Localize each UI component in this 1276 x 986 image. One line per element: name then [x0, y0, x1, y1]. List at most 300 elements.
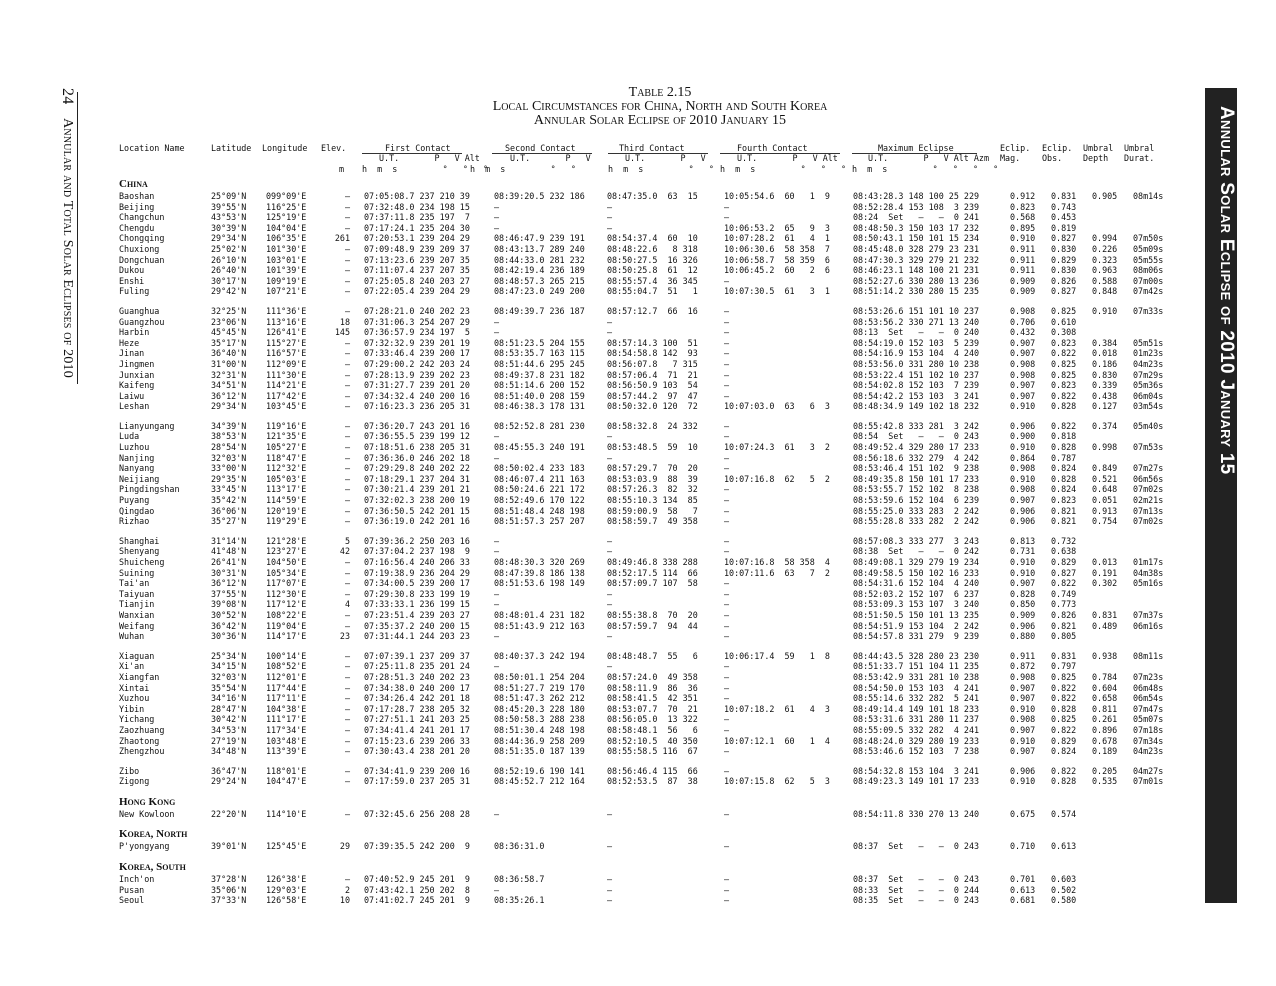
cell-latitude: 36°12'N: [211, 578, 247, 589]
cell-longitude: 116°25'E: [266, 201, 307, 212]
cell-longitude: 108°52'E: [266, 661, 307, 672]
table-row: [119, 380, 1173, 391]
cell-first-contact: 07:40:52.9 245 201 9: [364, 874, 470, 885]
cell-max-eclipse: 08:38 Set – – 0 242: [853, 546, 980, 557]
table-row: [119, 578, 1173, 589]
cell-eclipse-magnitude: 0.907: [1010, 746, 1036, 757]
cell-location: Taiyuan: [119, 588, 155, 599]
cell-eclipse-magnitude: 0.880: [1010, 631, 1036, 642]
cell-location: Dukou: [119, 265, 145, 276]
cell-second-contact: 08:52:49.6 170 122: [494, 495, 585, 506]
cell-umbral-depth: 0.658: [1092, 693, 1118, 704]
cell-umbral-depth: 0.754: [1092, 516, 1118, 527]
cell-umbral-duration: 04m27s: [1133, 765, 1164, 776]
cell-umbral-depth: 0.994: [1092, 233, 1118, 244]
cell-fourth-contact: –: [724, 631, 730, 642]
cell-first-contact: 07:25:05.8 240 203 27: [364, 275, 470, 286]
cell-second-contact: 08:48:57.3 265 215: [494, 275, 585, 286]
cell-first-contact: 07:43:42.1 250 202 8: [364, 884, 470, 895]
cell-umbral-depth: [1092, 317, 1133, 328]
cell-second-contact: 08:49:37.8 231 182: [494, 369, 585, 380]
cell-umbral-duration: 06m54s: [1133, 693, 1164, 704]
cell-second-contact: –: [494, 808, 500, 819]
cell-eclipse-obscuration: 0.828: [1051, 703, 1077, 714]
cell-umbral-depth: 0.127: [1092, 401, 1118, 412]
cell-elevation: –: [344, 703, 350, 714]
cell-location: Xi'an: [119, 661, 145, 672]
cell-second-contact: –: [494, 599, 500, 610]
table-row: [119, 244, 1173, 255]
cell-eclipse-obscuration: 0.824: [1051, 484, 1077, 495]
cell-fourth-contact: 10:07:16.8 58 358 4: [724, 557, 830, 567]
cell-umbral-depth: 0.678: [1092, 735, 1118, 746]
cell-location: Qingdao: [119, 505, 155, 516]
cell-umbral-depth: 0.648: [1092, 484, 1118, 495]
table-row: [119, 683, 1173, 694]
cell-third-contact: 08:57:24.0 49 358: [607, 671, 698, 682]
cell-fourth-contact: 10:06:58.7 58 359 6: [724, 254, 830, 265]
cell-third-contact: 08:57:09.7 107 58: [607, 578, 698, 589]
cell-third-contact: 08:54:58.8 142 93: [607, 348, 698, 359]
cell-latitude: 34°48'N: [211, 746, 247, 757]
cell-elevation: –: [344, 358, 350, 369]
cell-location: Fuling: [119, 286, 150, 297]
cell-third-contact: 08:53:03.9 88 39: [607, 473, 698, 484]
cell-fourth-contact: 10:07:15.8 62 5 3: [724, 776, 830, 787]
cell-longitude: 117°44'E: [266, 682, 307, 693]
cell-eclipse-magnitude: 0.706: [1010, 316, 1036, 327]
cell-eclipse-magnitude: 0.872: [1010, 661, 1036, 672]
cell-eclipse-obscuration: 0.825: [1051, 671, 1077, 682]
cell-eclipse-magnitude: 0.909: [1010, 275, 1036, 286]
cell-elevation: –: [344, 714, 350, 725]
cell-eclipse-obscuration: 0.805: [1051, 631, 1077, 642]
cell-location: Baoshan: [119, 191, 155, 201]
cell-max-eclipse: 08:54:57.8 331 279 9 239: [853, 631, 980, 642]
cell-max-eclipse: 08:54:32.8 153 104 3 241: [853, 765, 980, 776]
cell-third-contact: –: [607, 631, 613, 642]
cell-latitude: 25°09'N: [211, 191, 247, 201]
cell-umbral-depth: 0.438: [1092, 390, 1118, 401]
header-fourth-sub: U.T. P V Alt: [737, 153, 838, 163]
cell-umbral-duration: 07m50s: [1133, 233, 1164, 244]
cell-location: Guanghua: [119, 305, 160, 316]
table-row: [119, 463, 1173, 474]
cell-max-eclipse: 08:53:42.9 331 281 10 238: [853, 671, 980, 682]
cell-eclipse-obscuration: 0.821: [1051, 505, 1077, 516]
cell-eclipse-obscuration: 0.829: [1051, 735, 1077, 746]
cell-fourth-contact: –: [724, 588, 730, 599]
cell-second-contact: 08:36:58.7: [494, 874, 545, 885]
cell-location: Tianjin: [119, 599, 155, 610]
table-row: [119, 557, 1173, 568]
cell-umbral-depth: 0.905: [1092, 191, 1118, 201]
cell-fourth-contact: –: [724, 420, 730, 431]
cell-second-contact: 08:51:27.7 219 170: [494, 682, 585, 693]
chapter-tab-label: Annular Solar Eclipse of 2010 January 15: [1216, 106, 1237, 475]
cell-longitude: 119°04'E: [266, 620, 307, 631]
cell-location: Chuxiong: [119, 243, 160, 254]
cell-third-contact: 08:52:10.5 40 350: [607, 735, 698, 746]
cell-longitude: 114°21'E: [266, 380, 307, 391]
cell-location: Enshi: [119, 275, 145, 286]
cell-max-eclipse: 08:47:30.3 329 279 21 232: [853, 254, 980, 265]
cell-max-eclipse: 08:57:08.3 333 277 3 243: [853, 535, 980, 546]
cell-umbral-depth: [1092, 453, 1133, 464]
cell-latitude: 30°36'N: [211, 631, 247, 642]
cell-eclipse-obscuration: 0.823: [1051, 337, 1077, 348]
cell-first-contact: 07:22:05.4 239 204 29: [364, 286, 470, 297]
cell-elevation: –: [344, 473, 350, 484]
cell-first-contact: 07:34:26.4 242 201 18: [364, 693, 470, 704]
cell-location: Yibin: [119, 703, 145, 714]
cell-max-eclipse: 08:53:26.6 151 101 10 237: [853, 305, 980, 316]
table-row: [119, 841, 1173, 852]
cell-elevation: –: [344, 776, 350, 787]
table-row: [119, 338, 1173, 349]
cell-elevation: 23: [339, 631, 350, 642]
cell-umbral-depth: [1092, 202, 1133, 213]
cell-umbral-duration: 06m48s: [1133, 682, 1164, 693]
cell-eclipse-magnitude: 0.895: [1010, 222, 1036, 233]
cell-location: Wanxian: [119, 609, 155, 620]
cell-location: Chongqing: [119, 233, 165, 244]
cell-second-contact: 08:51:30.4 248 198: [494, 724, 585, 735]
cell-eclipse-obscuration: 0.829: [1051, 557, 1077, 567]
cell-first-contact: 07:09:48.9 239 209 37: [364, 243, 470, 254]
cell-eclipse-obscuration: 0.825: [1051, 714, 1077, 725]
cell-umbral-duration: [1133, 661, 1173, 672]
cell-latitude: 27°19'N: [211, 735, 247, 746]
table-row: [119, 725, 1173, 736]
table-row: [119, 874, 1173, 885]
cell-umbral-duration: [1133, 223, 1173, 234]
table-row: [119, 370, 1173, 381]
cell-second-contact: –: [494, 222, 500, 233]
cell-second-contact: –: [494, 631, 500, 642]
cell-fourth-contact: 10:07:16.8 62 5 2: [724, 473, 830, 484]
cell-first-contact: 07:29:30.8 233 199 19: [364, 588, 470, 599]
cell-eclipse-magnitude: 0.910: [1010, 233, 1036, 244]
cell-umbral-duration: 07m00s: [1133, 275, 1164, 286]
cell-eclipse-obscuration: 0.822: [1051, 765, 1077, 776]
cell-umbral-duration: 04m38s: [1133, 567, 1164, 578]
cell-umbral-duration: 08m06s: [1133, 265, 1164, 276]
cell-eclipse-obscuration: 0.830: [1051, 243, 1077, 254]
cell-longitude: 112°09'E: [266, 358, 307, 369]
cell-second-contact: –: [494, 201, 500, 212]
header-longitude: Longitude: [262, 143, 308, 153]
cell-longitude: 113°16'E: [266, 316, 307, 327]
cell-umbral-duration: 06m56s: [1133, 473, 1164, 484]
cell-longitude: 123°27'E: [266, 546, 307, 557]
cell-umbral-duration: 07m29s: [1133, 369, 1164, 380]
table-row: [119, 391, 1173, 402]
cell-eclipse-magnitude: 0.907: [1010, 348, 1036, 359]
cell-second-contact: 08:45:55.3 240 191: [494, 442, 585, 453]
cell-max-eclipse: 08:48:24.0 329 280 19 233: [853, 735, 980, 746]
cell-umbral-depth: [1092, 431, 1133, 442]
cell-umbral-duration: 05m36s: [1133, 380, 1164, 391]
cell-first-contact: 07:30:43.4 238 201 20: [364, 746, 470, 757]
cell-second-contact: 08:48:30.3 320 269: [494, 557, 585, 567]
cell-fourth-contact: –: [724, 212, 730, 223]
cell-first-contact: 07:37:04.2 237 198 9: [364, 546, 470, 557]
cell-fourth-contact: –: [724, 841, 730, 852]
cell-elevation: –: [344, 369, 350, 380]
cell-first-contact: 07:39:36.2 250 203 16: [364, 535, 470, 546]
cell-location: Shenyang: [119, 546, 160, 557]
cell-latitude: 32°03'N: [211, 452, 247, 463]
cell-third-contact: 08:56:05.0 13 322: [607, 714, 698, 725]
table-row: [119, 610, 1173, 621]
header-elev: Elev.: [321, 143, 347, 153]
cell-second-contact: 08:51:47.3 262 212: [494, 693, 585, 704]
cell-second-contact: 08:45:20.3 228 180: [494, 703, 585, 714]
cell-latitude: 34°51'N: [211, 380, 247, 391]
cell-longitude: 100°14'E: [266, 650, 307, 661]
cell-second-contact: –: [494, 431, 500, 442]
cell-fourth-contact: –: [724, 505, 730, 516]
header-max-sub: U.T. P V Alt Azm: [868, 153, 990, 163]
cell-max-eclipse: 08:49:35.8 150 101 17 233: [853, 473, 980, 484]
cell-umbral-duration: 02m21s: [1133, 495, 1164, 506]
cell-eclipse-magnitude: 0.910: [1010, 473, 1036, 484]
cell-umbral-duration: [1133, 874, 1173, 885]
cell-first-contact: 07:30:21.4 239 201 21: [364, 484, 470, 495]
cell-max-eclipse: 08:56:18.6 332 279 4 242: [853, 452, 980, 463]
cell-fourth-contact: –: [724, 765, 730, 776]
cell-elevation: –: [344, 557, 350, 567]
cell-umbral-depth: 0.896: [1092, 724, 1118, 735]
table-row: [119, 599, 1173, 610]
cell-fourth-contact: –: [724, 620, 730, 631]
cell-first-contact: 07:13:23.6 239 207 35: [364, 254, 470, 265]
cell-umbral-depth: 0.604: [1092, 682, 1118, 693]
cell-longitude: 117°12'E: [266, 599, 307, 610]
cell-umbral-duration: 08m11s: [1133, 650, 1164, 661]
cell-location: Yichang: [119, 714, 155, 725]
cell-fourth-contact: 10:07:11.6 63 7 2: [724, 567, 830, 578]
cell-fourth-contact: –: [724, 463, 730, 474]
cell-eclipse-obscuration: 0.823: [1051, 495, 1077, 506]
cell-first-contact: 07:33:33.1 236 199 15: [364, 599, 470, 610]
cell-latitude: 36°42'N: [211, 620, 247, 631]
running-title: Annular and Total Solar Eclipses of 2010: [60, 118, 75, 378]
cell-eclipse-magnitude: 0.864: [1010, 452, 1036, 463]
cell-eclipse-magnitude: 0.675: [1010, 808, 1036, 819]
cell-max-eclipse: 08:55:42.8 333 281 3 242: [853, 420, 980, 431]
cell-longitude: 105°34'E: [266, 567, 307, 578]
cell-umbral-duration: [1133, 202, 1173, 213]
cell-elevation: –: [344, 682, 350, 693]
cell-umbral-duration: [1133, 895, 1173, 906]
cell-longitude: 109°19'E: [266, 275, 307, 286]
cell-longitude: 117°34'E: [266, 724, 307, 735]
cell-umbral-depth: 0.186: [1092, 358, 1118, 369]
cell-location: Harbin: [119, 327, 150, 338]
cell-fourth-contact: –: [724, 327, 730, 338]
cell-eclipse-obscuration: 0.831: [1051, 650, 1077, 661]
cell-eclipse-magnitude: 0.908: [1010, 369, 1036, 380]
cell-elevation: –: [344, 380, 350, 391]
cell-first-contact: 07:32:45.6 256 208 28: [364, 808, 470, 819]
header-latitude: Latitude: [211, 143, 252, 153]
cell-longitude: 121°28'E: [266, 535, 307, 546]
cell-second-contact: 08:39:20.5 232 186: [494, 191, 585, 201]
cell-location: Tai'an: [119, 578, 150, 589]
header-location: Location Name: [119, 143, 185, 153]
cell-third-contact: –: [607, 316, 613, 327]
cell-elevation: –: [344, 735, 350, 746]
cell-longitude: 112°30'E: [266, 588, 307, 599]
table-row: [119, 568, 1173, 579]
cell-elevation: 5: [344, 535, 350, 546]
cell-first-contact: 07:29:00.2 242 203 24: [364, 358, 470, 369]
cell-longitude: 119°29'E: [266, 516, 307, 527]
header-eclip-mag: Eclip. Mag.: [1000, 143, 1031, 163]
cell-second-contact: 08:51:43.9 212 163: [494, 620, 585, 631]
cell-longitude: 101°39'E: [266, 265, 307, 276]
cell-latitude: 31°14'N: [211, 535, 247, 546]
cell-third-contact: –: [607, 661, 613, 672]
cell-eclipse-magnitude: 0.909: [1010, 286, 1036, 297]
cell-location: Rizhao: [119, 516, 150, 527]
cell-eclipse-magnitude: 0.908: [1010, 671, 1036, 682]
cell-eclipse-magnitude: 0.710: [1010, 841, 1036, 852]
cell-first-contact: 07:17:28.7 238 205 32: [364, 703, 470, 714]
cell-elevation: 145: [334, 327, 350, 338]
page-number: 24: [59, 88, 76, 105]
cell-longitude: 113°39'E: [266, 746, 307, 757]
cell-longitude: 111°17'E: [266, 714, 307, 725]
header-eclip-obs: Eclip. Obs.: [1042, 143, 1073, 163]
cell-third-contact: –: [607, 588, 613, 599]
cell-eclipse-magnitude: 0.910: [1010, 401, 1036, 412]
cell-third-contact: 08:52:53.5 87 38: [607, 776, 698, 787]
cell-second-contact: –: [494, 588, 500, 599]
cell-eclipse-magnitude: 0.906: [1010, 505, 1036, 516]
cell-first-contact: 07:16:56.4 240 206 33: [364, 557, 470, 567]
cell-second-contact: 08:46:07.4 211 163: [494, 473, 585, 484]
section-heading: Korea, South: [119, 861, 186, 874]
table-row: [119, 348, 1173, 359]
cell-max-eclipse: 08:49:14.4 149 101 18 233: [853, 703, 980, 714]
cell-location: Nanjing: [119, 452, 155, 463]
cell-eclipse-obscuration: 0.825: [1051, 369, 1077, 380]
cell-latitude: 29°34'N: [211, 401, 247, 412]
cell-umbral-depth: 0.913: [1092, 505, 1118, 516]
cell-longitude: 112°32'E: [266, 463, 307, 474]
cell-elevation: –: [344, 254, 350, 265]
cell-first-contact: 07:36:55.5 239 199 12: [364, 431, 470, 442]
cell-third-contact: 08:57:14.3 100 51: [607, 337, 698, 348]
cell-eclipse-magnitude: 0.613: [1010, 884, 1036, 895]
cell-eclipse-magnitude: 0.900: [1010, 431, 1036, 442]
cell-latitude: 32°03'N: [211, 671, 247, 682]
cell-elevation: –: [344, 609, 350, 620]
cell-third-contact: 08:48:48.7 55 6: [607, 650, 698, 661]
cell-eclipse-magnitude: 0.850: [1010, 599, 1036, 610]
cell-max-eclipse: 08:55:28.8 333 282 2 242: [853, 516, 980, 527]
cell-fourth-contact: 10:07:18.2 61 4 3: [724, 703, 830, 714]
cell-eclipse-magnitude: 0.906: [1010, 516, 1036, 527]
cell-eclipse-obscuration: 0.638: [1051, 546, 1077, 557]
cell-eclipse-obscuration: 0.824: [1051, 463, 1077, 474]
cell-longitude: 120°19'E: [266, 505, 307, 516]
cell-first-contact: 07:11:07.4 237 207 35: [364, 265, 470, 276]
section-heading: Hong Kong: [119, 795, 176, 808]
cell-third-contact: 08:56:46.4 115 66: [607, 765, 698, 776]
cell-eclipse-obscuration: 0.502: [1051, 884, 1077, 895]
cell-location: Chengdu: [119, 222, 155, 233]
table-row: [119, 631, 1173, 642]
cell-second-contact: –: [494, 452, 500, 463]
cell-longitude: 115°27'E: [266, 337, 307, 348]
cell-max-eclipse: 08:49:08.1 329 279 19 234: [853, 557, 980, 567]
cell-umbral-duration: 07m47s: [1133, 703, 1164, 714]
cell-fourth-contact: –: [724, 724, 730, 735]
cell-eclipse-obscuration: 0.453: [1051, 212, 1077, 223]
cell-eclipse-magnitude: 0.731: [1010, 546, 1036, 557]
cell-latitude: 28°47'N: [211, 703, 247, 714]
cell-eclipse-obscuration: 0.826: [1051, 609, 1077, 620]
cell-elevation: –: [344, 650, 350, 661]
cell-elevation: –: [344, 265, 350, 276]
cell-max-eclipse: 08:48:50.3 150 103 17 232: [853, 222, 980, 233]
cell-umbral-depth: 0.018: [1092, 348, 1118, 359]
cell-third-contact: 08:57:12.7 66 16: [607, 305, 698, 316]
cell-third-contact: –: [607, 222, 613, 233]
cell-latitude: 30°31'N: [211, 567, 247, 578]
cell-eclipse-magnitude: 0.907: [1010, 495, 1036, 506]
cell-eclipse-obscuration: 0.824: [1051, 746, 1077, 757]
cell-fourth-contact: –: [724, 693, 730, 704]
cell-third-contact: 08:53:07.7 70 21: [607, 703, 698, 714]
header-third-contact: Third Contact: [619, 143, 685, 153]
cell-elevation: –: [344, 201, 350, 212]
cell-first-contact: 07:32:02.3 238 200 19: [364, 495, 470, 506]
cell-first-contact: 07:34:41.4 241 201 17: [364, 724, 470, 735]
cell-umbral-depth: 0.191: [1092, 567, 1118, 578]
cell-latitude: 29°34'N: [211, 233, 247, 244]
cell-third-contact: 08:55:58.5 116 67: [607, 746, 698, 757]
cell-third-contact: 08:54:37.4 60 10: [607, 233, 698, 244]
cell-umbral-duration: 07m33s: [1133, 305, 1164, 316]
cell-max-eclipse: 08:51:50.5 150 101 13 235: [853, 609, 980, 620]
cell-first-contact: 07:16:23.3 236 205 31: [364, 401, 470, 412]
cell-location: Leshan: [119, 401, 150, 412]
cell-third-contact: –: [607, 895, 613, 906]
cell-umbral-depth: 0.848: [1092, 286, 1118, 297]
table-label: Table 2.15: [628, 85, 692, 100]
cell-elevation: 18: [339, 316, 350, 327]
cell-latitude: 45°45'N: [211, 327, 247, 338]
cell-longitude: 117°42'E: [266, 390, 307, 401]
cell-fourth-contact: –: [724, 682, 730, 693]
cell-longitude: 117°11'E: [266, 693, 307, 704]
cell-max-eclipse: 08:46:23.1 148 100 21 231: [853, 265, 980, 276]
cell-umbral-depth: [1092, 631, 1133, 642]
cell-first-contact: 07:05:08.7 237 210 39: [364, 191, 470, 201]
cell-max-eclipse: 08:51:33.7 151 104 11 235: [853, 661, 980, 672]
cell-eclipse-magnitude: 0.908: [1010, 358, 1036, 369]
cell-elevation: –: [344, 401, 350, 412]
cell-third-contact: 08:57:06.4 71 21: [607, 369, 698, 380]
cell-first-contact: 07:28:51.3 240 202 23: [364, 671, 470, 682]
cell-max-eclipse: 08:13 Set – – 0 240: [853, 327, 980, 338]
cell-umbral-depth: 0.339: [1092, 380, 1118, 391]
